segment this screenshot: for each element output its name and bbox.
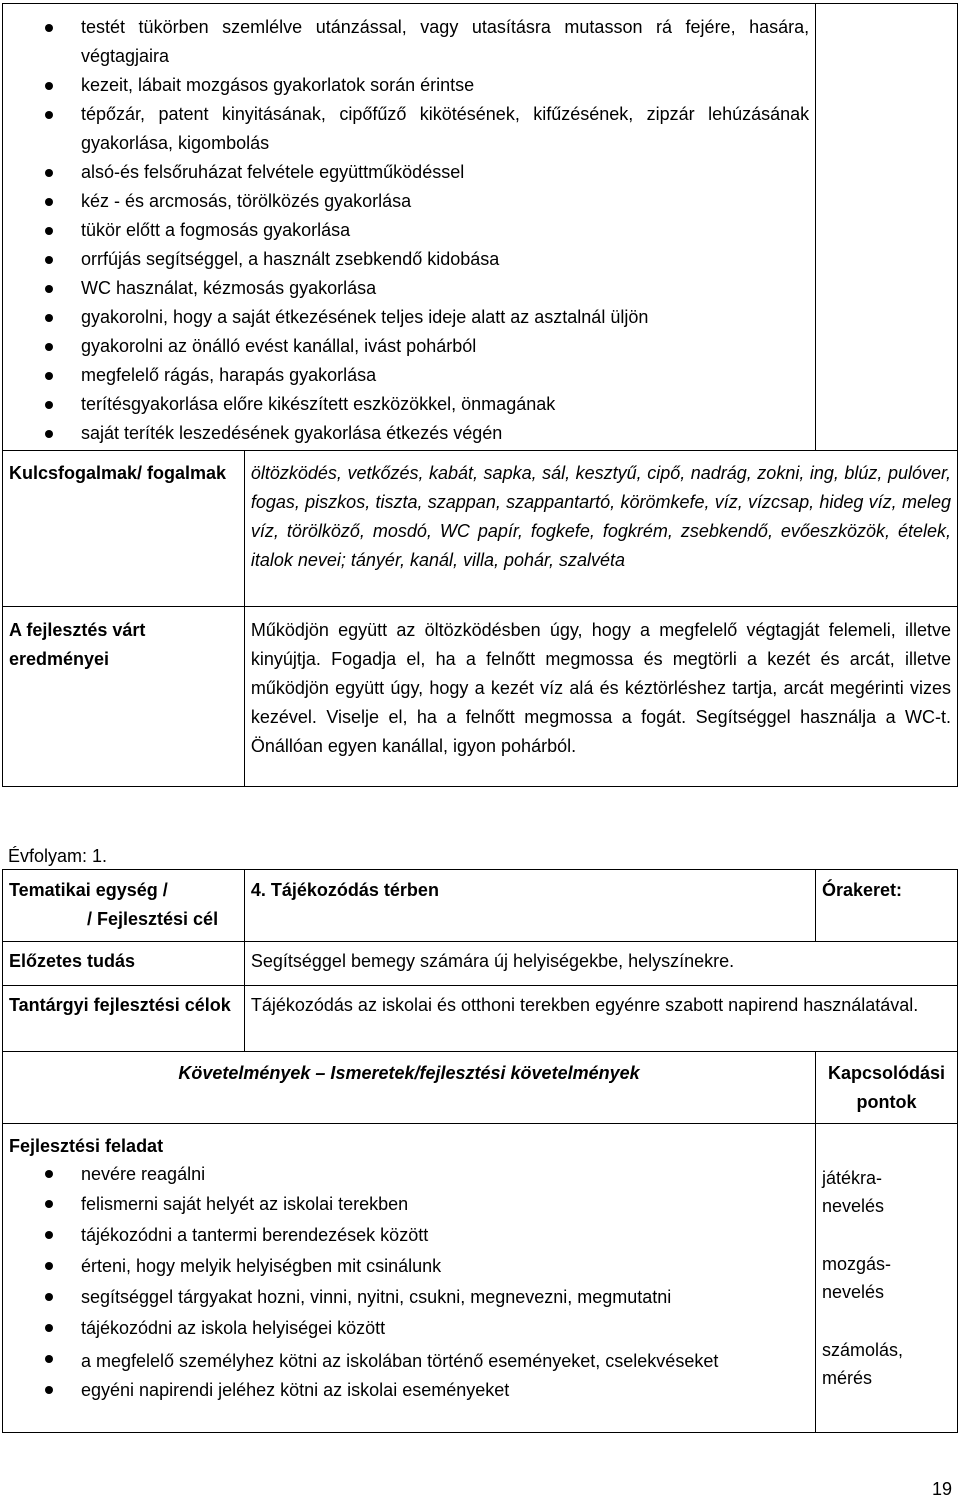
kapcsolodasi-item: számolás, mérés [822, 1340, 904, 1388]
tematikai-label-line1: Tematikai egység / [9, 880, 168, 900]
kapcsolodasi-item: játékra- nevelés [822, 1168, 885, 1216]
feladat-list [3, 1159, 809, 1406]
list-item: érteni, hogy melyik helyiségben mit csinálunk [3, 1251, 809, 1282]
tematikai-label-line2: / Fejlesztési cél [87, 909, 219, 929]
list-item: tépőzár, patent kinyitásának, cipőfűző kikötésének, kifűzésének, zipzár lehúzásának gyakorlása, kigombolás [3, 100, 809, 158]
tematikai-value: 4. Tájékozódás térben [244, 870, 815, 942]
feladat-label: Fejlesztési feladat [9, 1136, 164, 1156]
page-number: 19 [931, 1479, 952, 1499]
list-item: saját teríték leszedésének gyakorlása étkezés végén [3, 419, 809, 448]
kovetelmenyek-header: Követelmények – Ismeretek/fejlesztési követelmények [3, 1052, 816, 1124]
list-item: kéz - és arcmosás, törölközés gyakorlása [3, 187, 809, 216]
eredmeny-label: A fejlesztés várt eredményei [3, 607, 245, 787]
upper-list-cell [3, 4, 816, 451]
list-item: alsó-és felsőruházat felvétele együttműködéssel [3, 158, 809, 187]
kulcsfogalmak-text: öltözködés, vetkőzés, kabát, sapka, sál, kesztyű, cipő, nadrág, zokni, ing, blúz, pulóver, fogas, piszkos, tiszta, szappan, szappantartó, körömkefe, víz, vízcsap, hideg víz, meleg víz, törölköző, mosdó, WC papír, fogkefe, fogkrém, zsebkendő, evőeszközök, ételek, italok nevei; tányér, kanál, villa, pohár, szalvéta [244, 451, 957, 607]
elozetes-value: Segítséggel bemegy számára új helyiségekbe, helyszínekre. [244, 942, 957, 986]
list-item: a megfelelő személyhez kötni az iskolában történő eseményeket, cselekvéseket [3, 1344, 809, 1375]
list-item: gyakorolni az önálló evést kanállal, ivást pohárból [3, 332, 809, 361]
list-item: tükör előtt a fogmosás gyakorlása [3, 216, 809, 245]
list-item: felismerni saját helyét az iskolai terekben [3, 1189, 809, 1220]
list-item: gyakorolni, hogy a saját étkezésének teljes ideje alatt az asztalnál üljön [3, 303, 809, 332]
list-item: megfelelő rágás, harapás gyakorlása [3, 361, 809, 390]
list-item: WC használat, kézmosás gyakorlása [3, 274, 809, 303]
kapcsolodasi-cell [816, 1124, 958, 1433]
upper-list [3, 13, 809, 448]
list-item: tájékozódni a tantermi berendezések között [3, 1220, 809, 1251]
celok-label: Tantárgyi fejlesztési célok [3, 986, 245, 1052]
list-item: tájékozódni az iskola helyiségei között [3, 1313, 809, 1344]
kapcsolodasi-header: Kapcsolódási pontok [816, 1052, 958, 1124]
list-item: orrfújás segítséggel, a használt zsebkendő kidobása [3, 245, 809, 274]
elozetes-label: Előzetes tudás [3, 942, 245, 986]
feladat-cell [3, 1124, 816, 1433]
list-item: segítséggel tárgyakat hozni, vinni, nyitni, csukni, megnevezni, megmutatni [3, 1282, 809, 1313]
kapcsolodasi-item: mozgás- nevelés [822, 1254, 892, 1302]
eredmeny-text: Működjön együtt az öltözködésben úgy, hogy a megfelelő végtagját felemeli, illetve kinyújtja. Fogadja el, ha a felnőtt megmossa és megtörli a kezét és arcát, illetve működjön együtt úgy, hogy a kezét víz alá és kéztörléshez tartja, arcát megérinti vizes kezével. Viselje el, ha a felnőtt megmossa a fogát. Segítséggel használja a WC-t. Önállóan egyen kanállal, igyon pohárból. [244, 607, 957, 787]
evfolyam: Évfolyam: 1. [8, 846, 108, 866]
kulcsfogalmak-label: Kulcsfogalmak/ fogalmak [3, 451, 245, 607]
tematikai-label [3, 870, 245, 942]
list-item: terítésgyakorlása előre kikészített eszközökkel, önmagának [3, 390, 809, 419]
list-item: nevére reagálni [3, 1159, 809, 1189]
orakeret-label: Órakeret: [816, 870, 958, 942]
list-item: kezeit, lábait mozgásos gyakorlatok során érintse [3, 71, 809, 100]
list-item: egyéni napirendi jeléhez kötni az iskolai eseményeket [3, 1375, 809, 1406]
lower-table [2, 869, 958, 1433]
list-item: testét tükörben szemlélve utánzással, vagy utasításra mutasson rá fejére, hasára, végtagjaira [3, 13, 809, 71]
celok-value: Tájékozódás az iskolai és otthoni terekben egyénre szabott napirend használatával. [244, 986, 957, 1052]
empty-cell [816, 4, 958, 451]
upper-table [2, 3, 958, 787]
